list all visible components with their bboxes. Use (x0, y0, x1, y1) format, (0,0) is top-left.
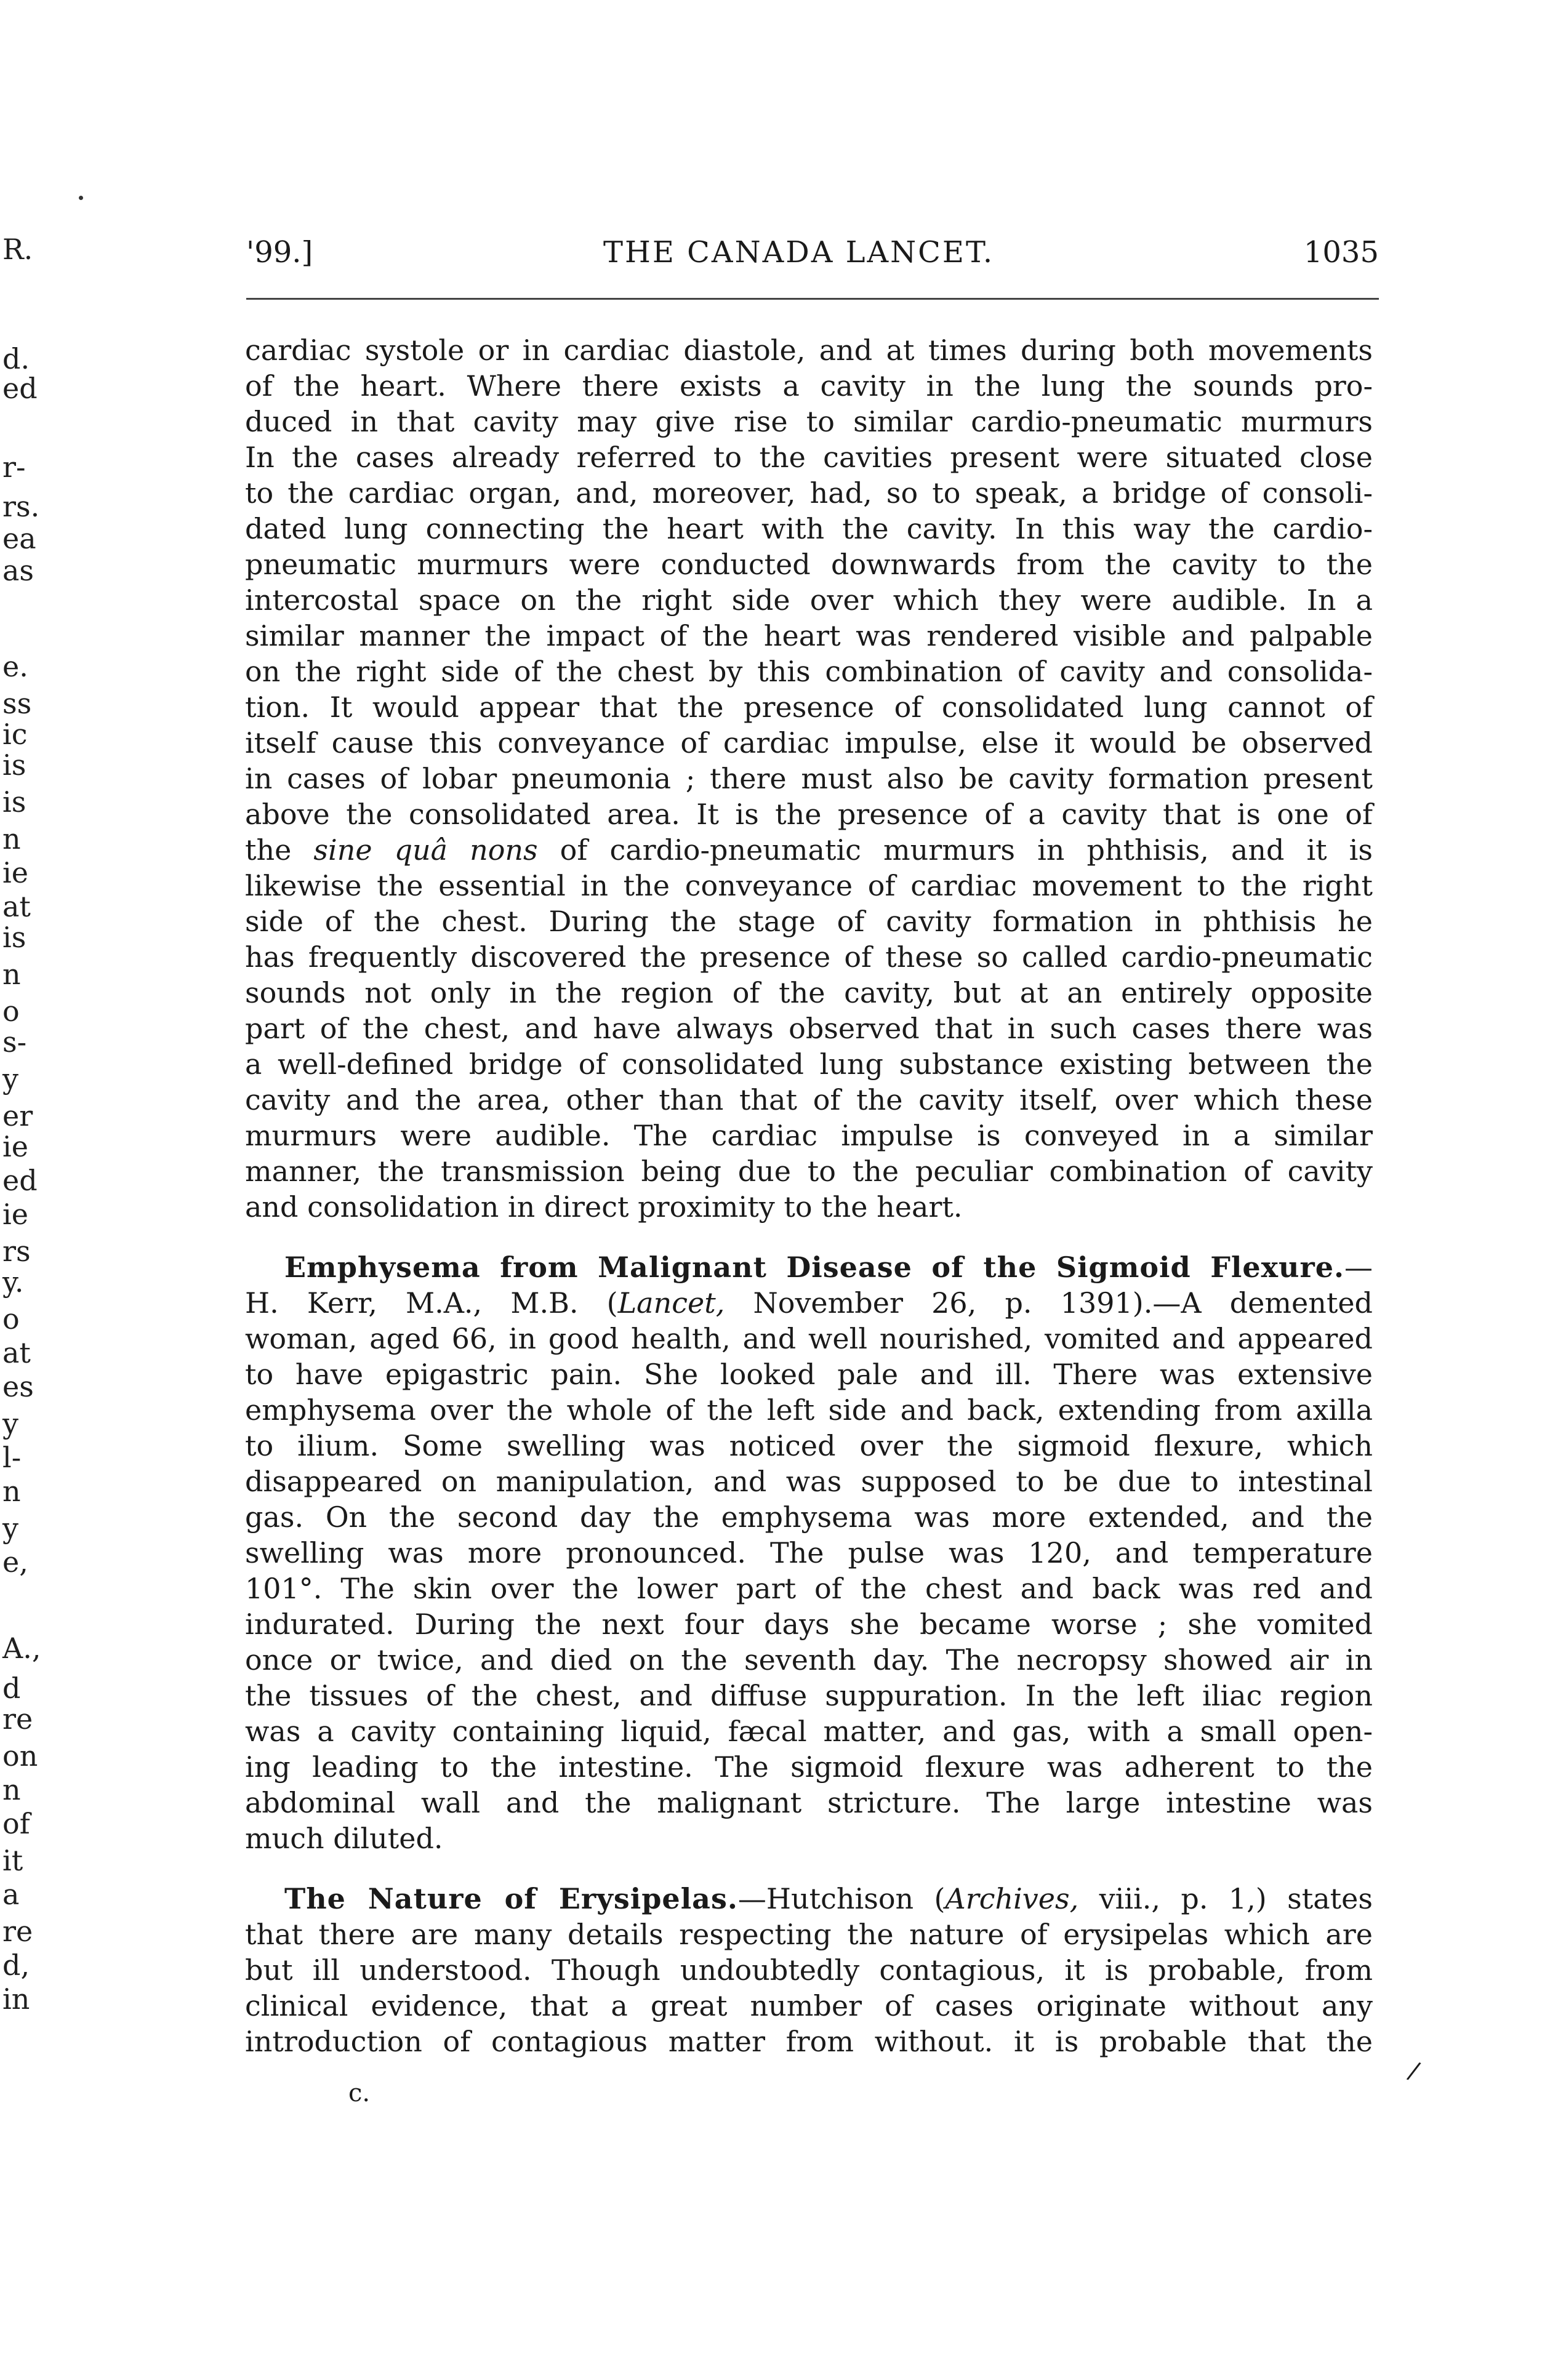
margin-fragment: es (2, 1370, 34, 1403)
text-line: murmurs were audible. The cardiac impulse is conveyed in a similar (245, 1119, 1373, 1152)
margin-fragment: y (2, 1407, 18, 1440)
journal-archives: Archives, (945, 1882, 1079, 1915)
text-line: the tissues of the chest, and diffuse suppuration. In the left iliac region (245, 1679, 1373, 1712)
margin-fragment: in (2, 1982, 30, 2016)
text-line: a well-defined bridge of consolidated lung substance existing between the (245, 1048, 1373, 1081)
margin-fragment: it (2, 1844, 23, 1877)
margin-fragment: d (2, 1672, 21, 1705)
section-heading-emphysema: Emphysema from Malignant Disease of the Sigmoid Flexure. (284, 1251, 1344, 1284)
margin-fragment: R. (2, 233, 33, 266)
section-heading-line: The Nature of Erysipelas.—Hutchison (Archives, viii., p. 1,) states (284, 1882, 1373, 1915)
text-line: above the consolidated area. It is the presence of a cavity that is one of (245, 798, 1373, 831)
section-emphysema (245, 1249, 1373, 1856)
text-line: introduction of contagious matter from without. it is probable that the (245, 2025, 1373, 2058)
margin-fragment: at (2, 890, 31, 923)
text-line: intercostal space on the right side over which they were audible. In a (245, 583, 1373, 617)
margin-fragment: n (2, 1773, 21, 1806)
header-journal-title: THE CANADA LANCET. (603, 235, 995, 270)
margin-fragment: o (2, 1302, 20, 1336)
text-line: manner, the transmission being due to the peculiar combination of cavity (245, 1155, 1373, 1188)
margin-fragment: n (2, 958, 21, 991)
margin-fragment: as (2, 554, 34, 587)
text-line: ing leading to the intestine. The sigmoid flexure was adherent to the (245, 1750, 1373, 1784)
text-line: in cases of lobar pneumonia ; there must also be cavity formation present (245, 762, 1373, 795)
margin-fragment: A., (2, 1632, 41, 1665)
margin-fragment: d. (2, 342, 30, 375)
ink-speck (79, 196, 83, 200)
header-page-number: 1035 (1303, 235, 1379, 270)
margin-fragment: re (2, 1702, 33, 1736)
text-line: sounds not only in the region of the cavity, but at an entirely opposite (245, 976, 1373, 1009)
margin-fragment: is (2, 785, 26, 819)
text-line: to the cardiac organ, and, moreover, had, so to speak, a bridge of consoli- (245, 476, 1373, 510)
text-line: to have epigastric pain. She looked pale and ill. There was extensive (245, 1358, 1373, 1391)
margin-fragment: ed (2, 1164, 38, 1197)
section-heading-erysipelas: The Nature of Erysipelas. (284, 1882, 738, 1915)
margin-fragment: o (2, 995, 20, 1028)
text-line: cardiac systole or in cardiac diastole, and at times during both movements (245, 334, 1373, 367)
signature-mark: c. (348, 2079, 371, 2107)
text-line: similar manner the impact of the heart was rendered visible and palpable (245, 619, 1373, 652)
text-line: side of the chest. During the stage of cavity formation in phthisis he (245, 905, 1373, 938)
margin-fragment: y (2, 1062, 18, 1096)
text-line: tion. It would appear that the presence of consolidated lung cannot of (245, 691, 1373, 724)
text-line: cavity and the area, other than that of the cavity itself, over which these (245, 1083, 1373, 1116)
text-line: once or twice, and died on the seventh day. The necropsy showed air in (245, 1643, 1373, 1677)
margin-fragment: at (2, 1336, 31, 1369)
citation-line: H. Kerr, M.A., M.B. (Lancet, November 26, p. 1391).—A demented (245, 1286, 1373, 1320)
text-line: itself cause this conveyance of cardiac impulse, else it would be observed (245, 726, 1373, 759)
text-line: on the right side of the chest by this combination of cavity and consolida- (245, 655, 1373, 688)
margin-fragment: s- (2, 1025, 27, 1059)
margin-fragment: l- (2, 1441, 22, 1474)
margin-fragment: e. (2, 650, 28, 683)
latin-phrase: sine quâ nons (313, 833, 538, 867)
text-line: but ill understood. Though undoubtedly contagious, it is probable, from (245, 1953, 1373, 1987)
margin-fragment: ie (2, 856, 28, 889)
text-line: of the heart. Where there exists a cavity in the lung the sounds pro- (245, 369, 1373, 403)
margin-fragment: ea (2, 522, 36, 555)
text-line: woman, aged 66, in good health, and well nourished, vomited and appeared (245, 1322, 1373, 1355)
text-line: emphysema over the whole of the left side and back, extending from axilla (245, 1393, 1373, 1427)
text-line: 101°. The skin over the lower part of the chest and back was red and (245, 1572, 1373, 1605)
journal-lancet: Lancet, (617, 1286, 725, 1320)
text-line: much diluted. (245, 1822, 443, 1855)
text-line: likewise the essential in the conveyance of cardiac movement to the right (245, 869, 1373, 902)
text-line: abdominal wall and the malignant stricture. The large intestine was (245, 1786, 1373, 1819)
margin-fragment: on (2, 1739, 38, 1773)
text-line: duced in that cavity may give rise to similar cardio-pneumatic murmurs (245, 405, 1373, 438)
text-line: swelling was more pronounced. The pulse was 120, and temperature (245, 1536, 1373, 1569)
margin-fragment: ie (2, 1198, 28, 1231)
text-line: has frequently discovered the presence of these so called cardio-pneumatic (245, 940, 1373, 974)
margin-fragment: y (2, 1512, 18, 1545)
text-line: gas. On the second day the emphysema was more extended, and the (245, 1501, 1373, 1534)
margin-fragment: re (2, 1915, 33, 1948)
margin-fragment: ic (2, 718, 28, 751)
paragraph-cardio-pneumatic (245, 332, 1373, 1225)
margin-fragment: e, (2, 1545, 28, 1579)
margin-fragment: is (2, 921, 26, 954)
text-line: was a cavity containing liquid, fæcal matter, and gas, with a small open- (245, 1715, 1373, 1748)
facing-page-margin (0, 0, 55, 2380)
text-line: that there are many details respecting the nature of erysipelas which are (245, 1918, 1373, 1951)
margin-fragment: n (2, 822, 21, 855)
margin-fragment: is (2, 748, 26, 782)
header-volume: '99.] (246, 235, 313, 270)
margin-fragment: r- (2, 451, 26, 484)
running-header (246, 235, 1379, 278)
text-line: disappeared on manipulation, and was supposed to be due to intestinal (245, 1465, 1373, 1498)
text-line: dated lung connecting the heart with the cavity. In this way the cardio- (245, 512, 1373, 545)
margin-fragment: er (2, 1099, 33, 1132)
section-erysipelas (245, 1881, 1373, 2059)
article-body (245, 332, 1373, 2059)
margin-fragment: rs. (2, 490, 40, 523)
margin-fragment: a (2, 1878, 20, 1911)
text-line: indurated. During the next four days she became worse ; she vomited (245, 1608, 1373, 1641)
margin-fragment: ed (2, 372, 38, 405)
text-line: In the cases already referred to the cavities present were situated close (245, 441, 1373, 474)
edge-mark: / (1405, 2056, 1423, 2086)
text-line: to ilium. Some swelling was noticed over the sigmoid flexure, which (245, 1429, 1373, 1462)
header-rule (246, 298, 1379, 300)
text-line: part of the chest, and have always observed that in such cases there was (245, 1012, 1373, 1045)
margin-fragment: d, (2, 1949, 30, 1982)
text-line: clinical evidence, that a great number of cases originate without any (245, 1989, 1373, 2022)
margin-fragment: n (2, 1475, 21, 1508)
text-line: pneumatic murmurs were conducted downwards from the cavity to the (245, 548, 1373, 581)
margin-fragment: ss (2, 687, 32, 720)
margin-fragment: of (2, 1807, 30, 1840)
margin-fragment: rs (2, 1235, 31, 1268)
margin-fragment: y. (2, 1265, 24, 1299)
text-line: and consolidation in direct proximity to the heart. (245, 1190, 963, 1224)
section-heading-line: Emphysema from Malignant Disease of the Sigmoid Flexure.— (284, 1251, 1373, 1284)
margin-fragment: ie (2, 1130, 28, 1163)
text-line: the sine quâ nons of cardio-pneumatic murmurs in phthisis, and it is (245, 833, 1373, 867)
